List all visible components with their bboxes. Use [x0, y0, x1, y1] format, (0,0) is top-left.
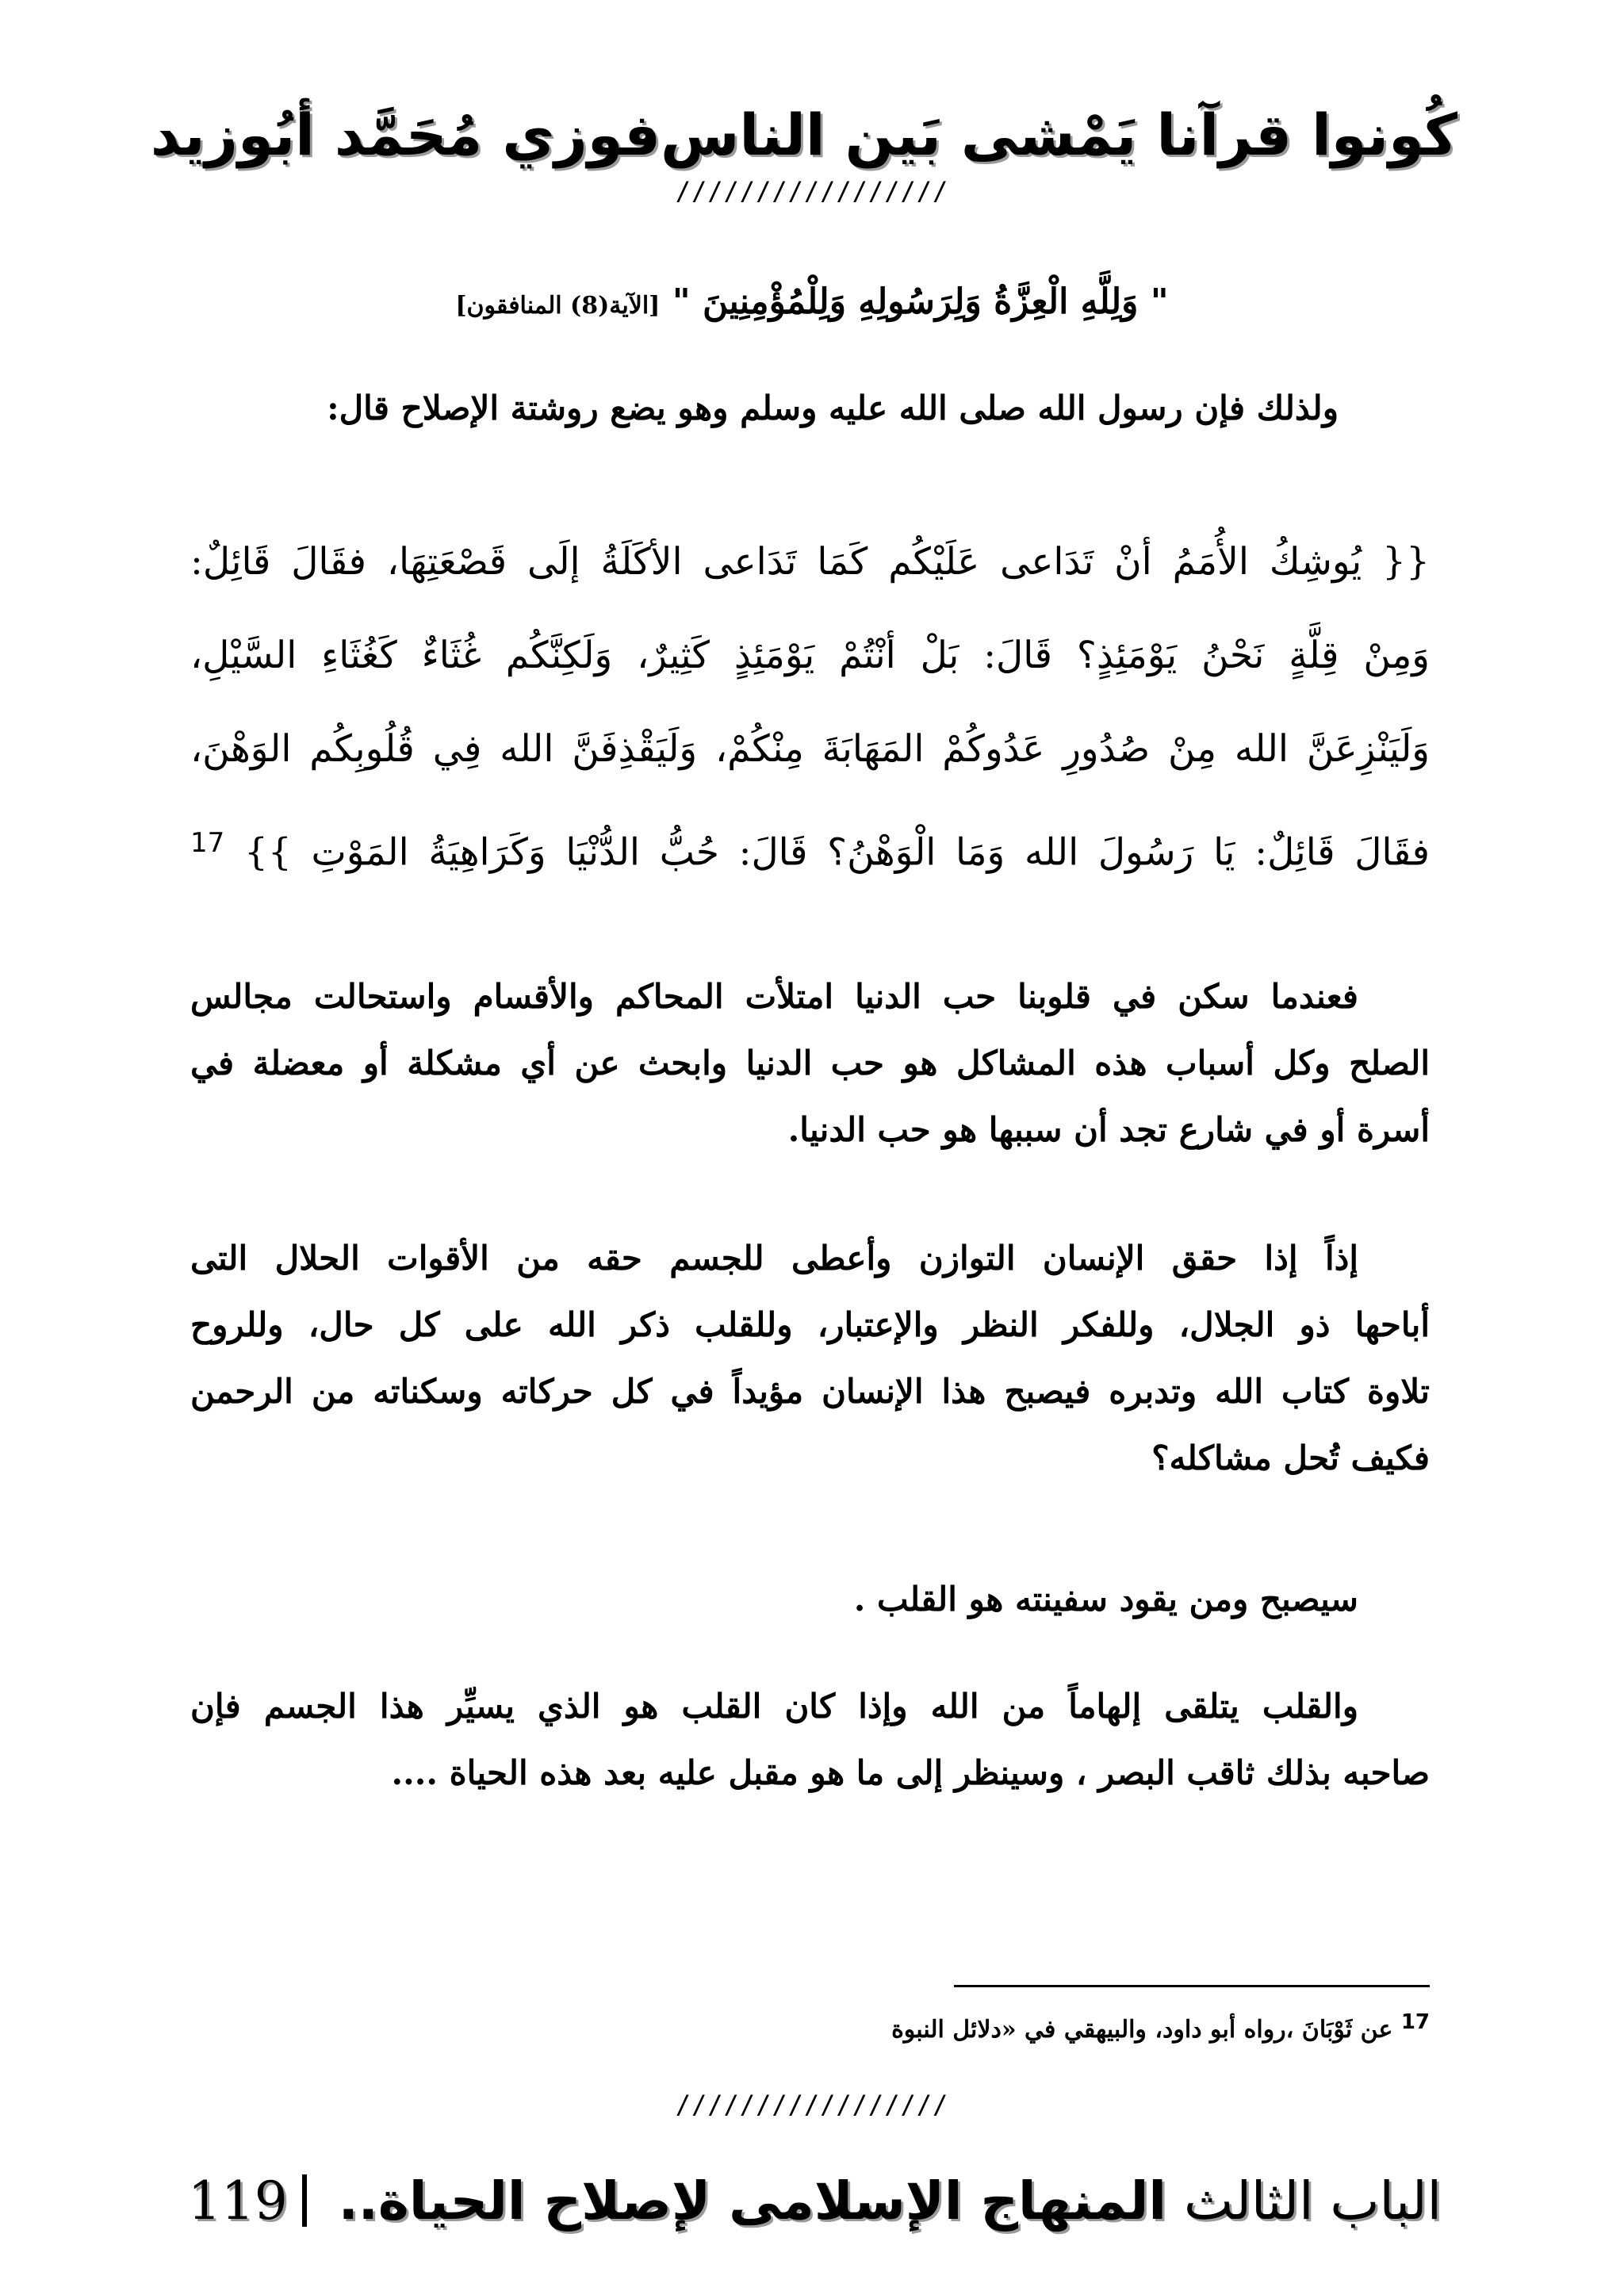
paragraph-2 [190, 1225, 1430, 1492]
book-title: كُونوا قرآنا يَمْشى بَين الناس [661, 102, 1457, 168]
footer-title: المنهاج الإسلامى لإصلاح الحياة.. [338, 2170, 1167, 2232]
paragraph-line: صاحبه بذلك ثاقب البصر ، وسينظر إلى ما هو مقبل عليه بعد هذه الحياة .... [391, 1753, 1430, 1792]
verse-reference: [الآية(8) المنافقون] [455, 292, 661, 320]
paragraph-1 [190, 964, 1430, 1163]
paragraph-line: سيصبح ومن يقود سفينته هو القلب . [853, 1580, 1358, 1619]
page-header [150, 87, 1457, 182]
hadith-block [190, 515, 1430, 890]
hadith-line: وَلَيَنْزِعَنَّ الله مِنْ صُدُورِ عَدُوكُمْ المَهَابَةَ مِنْكُمْ، وَلَيَقْذِفَنَّ الله فِي قُلُوبِكُم الوَهْنَ، [190, 727, 1430, 771]
paragraph-line: والقلب يتلقى إلهاماً من الله وإذا كان القلب هو الذي يسيِّر هذا الجسم فإن [190, 1687, 1358, 1726]
hadith-line: وَمِنْ قِلَّةٍ نَحْنُ يَوْمَئِذٍ؟ قَالَ: بَلْ أنْتُمْ يَوْمَئِذٍ كَثِيرٌ، وَلَكِنَّكُم غُثَاءٌ كَغُثَاءِ السَّيْلِ، [190, 634, 1430, 677]
page-footer [187, 2157, 1442, 2244]
paragraph-line: الصلح وكل أسباب هذه المشاكل هو حب الدنيا وابحث عن أي مشكلة أو معضلة في [190, 1044, 1430, 1082]
intro-text: ولذلك فإن رسول الله صلى الله عليه وسلم وهو يضع روشتة الإصلاح قال: [327, 389, 1339, 427]
paragraph-line: فعندما سكن في قلوبنا حب الدنيا امتلأت المحاكم والأقسام واستحالت مجالس [190, 977, 1358, 1016]
footnote-text: عن ثَوْبَانَ ،رواه أبو داود، والبيهقي في «دلائل النبوة [891, 2016, 1393, 2044]
hadith-last-line [190, 796, 1430, 890]
paragraph-line: فكيف تُحل مشاكله؟ [1151, 1439, 1430, 1477]
hadith-line: {{ يُوشِكُ الأُمَمُ أنْ تَدَاعى عَلَيْكُم كَمَا تَدَاعى الأكَلَةُ إلَى قَصْعَتِهَا، فقَالَ قَائِلٌ: [190, 540, 1430, 584]
quran-verse [198, 282, 1426, 322]
hadith-line-text: فقَالَ قَائِلٌ: يَا رَسُولَ الله وَمَا الْوَهْنُ؟ قَالَ: حُبُّ الدُّنْيَا وَكَرَاهِيَةُ المَوْتِ }} [244, 830, 1430, 875]
footnote-marker: 17 [190, 827, 225, 859]
paragraph-4 [190, 1673, 1430, 1806]
footer-part: الباب الثالث [1184, 2170, 1442, 2232]
paragraph-3 [190, 1566, 1430, 1633]
footnote-number: 17 [1400, 2010, 1430, 2034]
verse-text: " وَلِلَّهِ الْعِزَّةُ وَلِرَسُولِهِ وَلِلْمُؤْمِنِينَ " [672, 282, 1169, 322]
header-separator: ///////////////// [675, 176, 949, 206]
paragraph-line: أسرة أو في شارع تجد أن سببها هو حب الدنيا. [787, 1110, 1430, 1149]
footer-separator: ///////////////// [675, 2090, 949, 2120]
footnote [716, 2010, 1430, 2044]
paragraph-line: أباحها ذو الجلال، وللفكر النظر والإعتبار، وللقلب ذكر الله على كل حال، وللروح [190, 1305, 1430, 1344]
book-icon [302, 2174, 307, 2227]
paragraph-line: إذاً إذا حقق الإنسان التوازن وأعطى للجسم حقه من الأقوات الحلال التى [190, 1239, 1358, 1278]
page-number: 119 [187, 2170, 288, 2232]
paragraph-line: تلاوة كتاب الله وتدبره فيصبح هذا الإنسان مؤيداً في كل حركاته وسكناته من الرحمن [190, 1372, 1430, 1411]
footnote-divider [954, 1985, 1430, 1987]
author-name: فوزي مُحَمَّد أبُوزيد [150, 102, 661, 168]
